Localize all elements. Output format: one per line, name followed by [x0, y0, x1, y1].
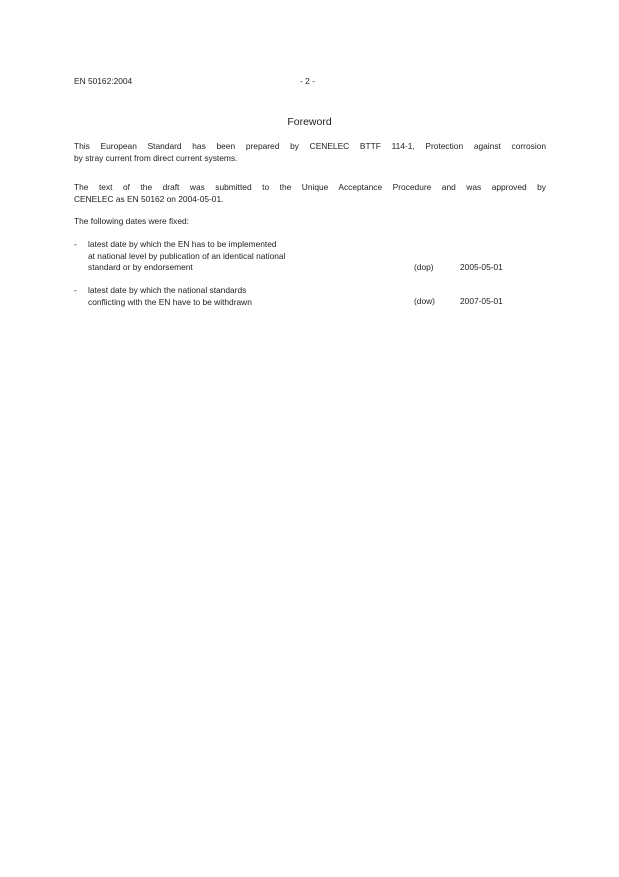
text-line: by stray current from direct current systems. [74, 152, 238, 163]
text-line: standard or by endorsement [88, 262, 193, 272]
bullet: - [74, 239, 77, 249]
text-line: conflicting with the EN have to be withdrawn [88, 296, 252, 307]
text-line: CENELEC as EN 50162 on 2004-05-01. [74, 193, 224, 204]
paragraph-preparation [74, 141, 546, 164]
text-line: This European Standard has been prepared by CENELEC BTTF 114-1, Protection against corrosion [74, 141, 546, 151]
section-title: Foreword [287, 116, 332, 128]
header-doc-id: EN 50162:2004 [74, 76, 133, 86]
date-value: 2007-05-01 [460, 296, 503, 306]
date-value: 2005-05-01 [460, 262, 503, 272]
date-code: (dop) [414, 262, 434, 272]
paragraph-dates-intro: The following dates were fixed: [74, 216, 189, 226]
text-line: The text of the draft was submitted to the Unique Acceptance Procedure and was approved by [74, 182, 546, 192]
text-line: latest date by which the national standards [88, 285, 247, 295]
date-item-text [88, 285, 252, 308]
date-code: (dow) [414, 296, 435, 306]
bullet: - [74, 285, 77, 295]
header-page-number: - 2 - [300, 76, 315, 86]
text-line: at national level by publication of an identical national [88, 250, 286, 261]
paragraph-approval [74, 182, 546, 205]
text-line: latest date by which the EN has to be implemented [88, 239, 277, 249]
date-item-text [88, 239, 285, 274]
